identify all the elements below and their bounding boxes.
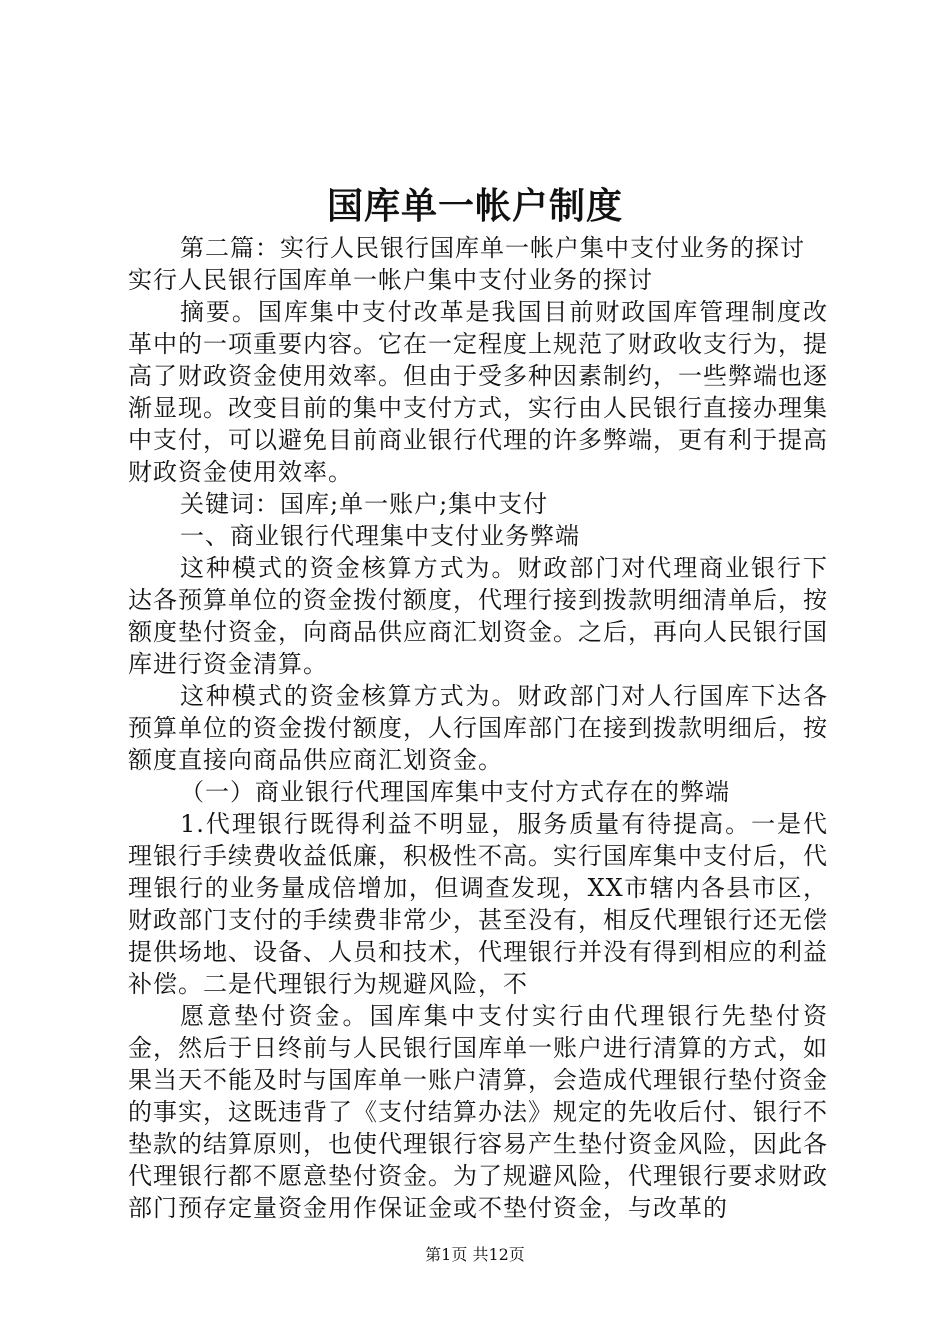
paragraph-keywords: 关键词：国库;单一账户;集中支付: [180, 490, 549, 518]
page-footer: 第1页 共12页: [425, 1245, 525, 1264]
paragraph-subheading: （一）商业银行代理国库集中支付方式存在的弊端: [180, 778, 730, 806]
document-title: 国库单一帐户制度: [326, 186, 623, 227]
paragraph-body: 1.代理银行既得利益不明显，服务质量有待提高。一是代理银行手续费收益低廉，积极性不高。实行国库集中支付后，代理银行的业务量成倍增加，但调查发现，XX市辖内各县市区，财政部门支付的手续费非常少，甚至没有，相反代理银行还无偿提供场地、设备、人员和技术，代理银行并没有得到相应的利益补偿。二是代理银行为规避风险，不: [128, 810, 828, 998]
paragraph-body: 这种模式的资金核算方式为。财政部门对代理商业银行下达各预算单位的资金拨付额度，代理行接到拨款明细清单后，按额度垫付资金，向商品供应商汇划资金。之后，再向人民银行国库进行资金清算。: [128, 554, 828, 678]
paragraph-subtitle: 实行人民银行国库单一帐户集中支付业务的探讨: [128, 266, 653, 294]
document-body: [128, 232, 828, 1224]
paragraph-abstract: 摘要。国库集中支付改革是我国目前财政国库管理制度改革中的一项重要内容。它在一定程度上规范了财政收支行为，提高了财政资金使用效率。但由于受多种因素制约，一些弊端也逐渐显现。改变目前的集中支付方式，实行由人民银行直接办理集中支付，可以避免目前商业银行代理的许多弊端，更有利于提高财政资金使用效率。: [128, 298, 828, 486]
paragraph-body: 这种模式的资金核算方式为。财政部门对人行国库下达各预算单位的资金拨付额度，人行国库部门在接到拨款明细后，按额度直接向商品供应商汇划资金。: [128, 682, 828, 774]
paragraph-section-heading: 第二篇：实行人民银行国库单一帐户集中支付业务的探讨: [180, 234, 805, 262]
paragraph-body: 愿意垫付资金。国库集中支付实行由代理银行先垫付资金，然后于日终前与人民银行国库单一账户进行清算的方式，如果当天不能及时与国库单一账户清算，会造成代理银行垫付资金的事实，这既违背了《支付结算办法》规定的先收后付、银行不垫款的结算原则，也使代理银行容易产生垫付资金风险，因此各代理银行都不愿意垫付资金。为了规避风险，代理银行要求财政部门预存定量资金用作保证金或不垫付资金，与改革的: [128, 1002, 828, 1222]
paragraph-heading-1: 一、商业银行代理集中支付业务弊端: [180, 522, 580, 550]
